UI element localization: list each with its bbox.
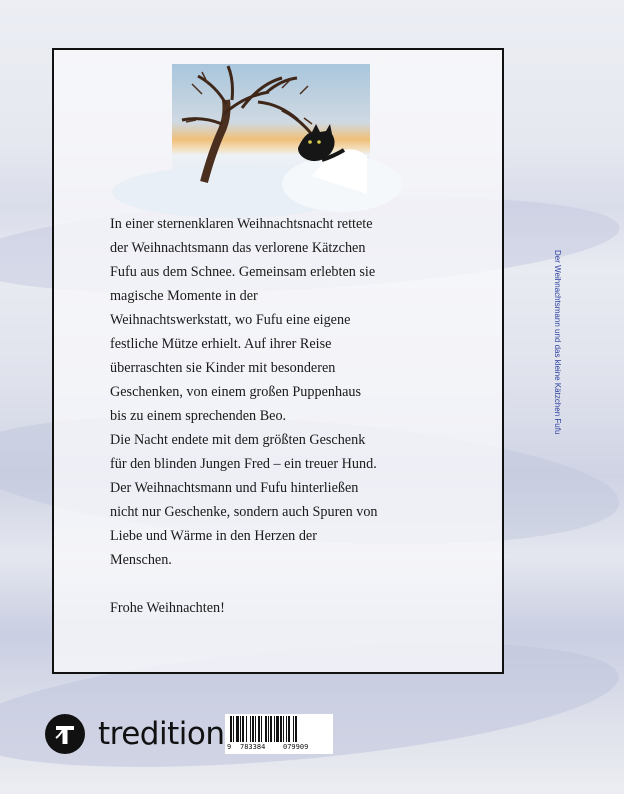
winter-cat-illustration — [172, 64, 370, 194]
publisher-logo — [45, 714, 224, 754]
blurb-line: der Weihnachtsmann das verlorene Kätzchen — [110, 240, 366, 256]
barcode-bar — [242, 716, 244, 742]
barcode-bar — [286, 716, 287, 742]
barcode-bar — [280, 716, 282, 742]
blurb-line: festliche Mütze erhielt. Auf ihrer Reise — [110, 336, 332, 352]
barcode-bar — [236, 716, 239, 742]
isbn-barcode — [225, 714, 333, 754]
spine-strip — [553, 250, 563, 520]
back-cover-panel — [52, 48, 504, 674]
closing-greeting: Frohe Weihnachten! — [110, 600, 225, 616]
barcode-bar — [250, 716, 251, 742]
back-cover-blurb — [110, 212, 462, 620]
blurb-line: Die Nacht endete mit dem größten Geschenk — [110, 432, 366, 448]
barcode-bar — [261, 716, 262, 742]
blurb-line: Menschen. — [110, 552, 172, 568]
blurb-line: für den blinden Jungen Fred – ein treuer Hund. — [110, 456, 377, 472]
barcode-bar — [233, 716, 234, 742]
tredition-t-icon — [45, 714, 85, 754]
barcode-bars — [230, 716, 328, 742]
barcode-prefix-digit: 9 — [227, 743, 232, 751]
barcode-bar — [230, 716, 232, 742]
blurb-line: bis zu einem sprechenden Beo. — [110, 408, 287, 424]
blurb-line: Weihnachtswerkstatt, wo Fufu eine eigene — [110, 312, 351, 328]
blurb-line: Fufu aus dem Schnee. Gemeinsam erlebten sie — [110, 264, 376, 280]
blurb-line: Der Weihnachtsmann und Fufu hinterließen — [110, 480, 359, 496]
blurb-line: überraschten sie Kinder mit besonderen — [110, 360, 336, 376]
publisher-name: tredition — [98, 716, 225, 752]
barcode-bar — [265, 716, 267, 742]
barcode-digits-left: 783384 — [240, 743, 266, 751]
barcode-bar — [255, 716, 256, 742]
spine-title: Der Weihnachtsmann und das kleine Kätzchen Fufu — [553, 250, 562, 435]
barcode-bar — [258, 716, 260, 742]
blurb-line: magische Momente in der — [110, 288, 258, 304]
blurb-line: Geschenken, von einem großen Puppenhaus — [110, 384, 361, 400]
barcode-bar — [295, 716, 297, 742]
barcode-bar — [293, 716, 294, 742]
paragraph-gap — [110, 572, 462, 596]
barcode-bar — [240, 716, 241, 742]
barcode-bar — [252, 716, 254, 742]
blurb-line: Liebe und Wärme in den Herzen der — [110, 528, 317, 544]
blurb-line: In einer sternenklaren Weihnachtsnacht rettete — [110, 216, 373, 232]
barcode-bar — [288, 716, 290, 742]
barcode-bar — [276, 716, 279, 742]
barcode-bar — [283, 716, 284, 742]
blurb-line: nicht nur Geschenke, sondern auch Spuren von — [110, 504, 378, 520]
winter-tree-and-cat-image — [172, 64, 370, 194]
barcode-bar — [274, 716, 275, 742]
barcode-bar — [268, 716, 269, 742]
barcode-bar — [246, 716, 247, 742]
barcode-digits-right: 079909 — [283, 743, 309, 751]
barcode-bar — [270, 716, 272, 742]
